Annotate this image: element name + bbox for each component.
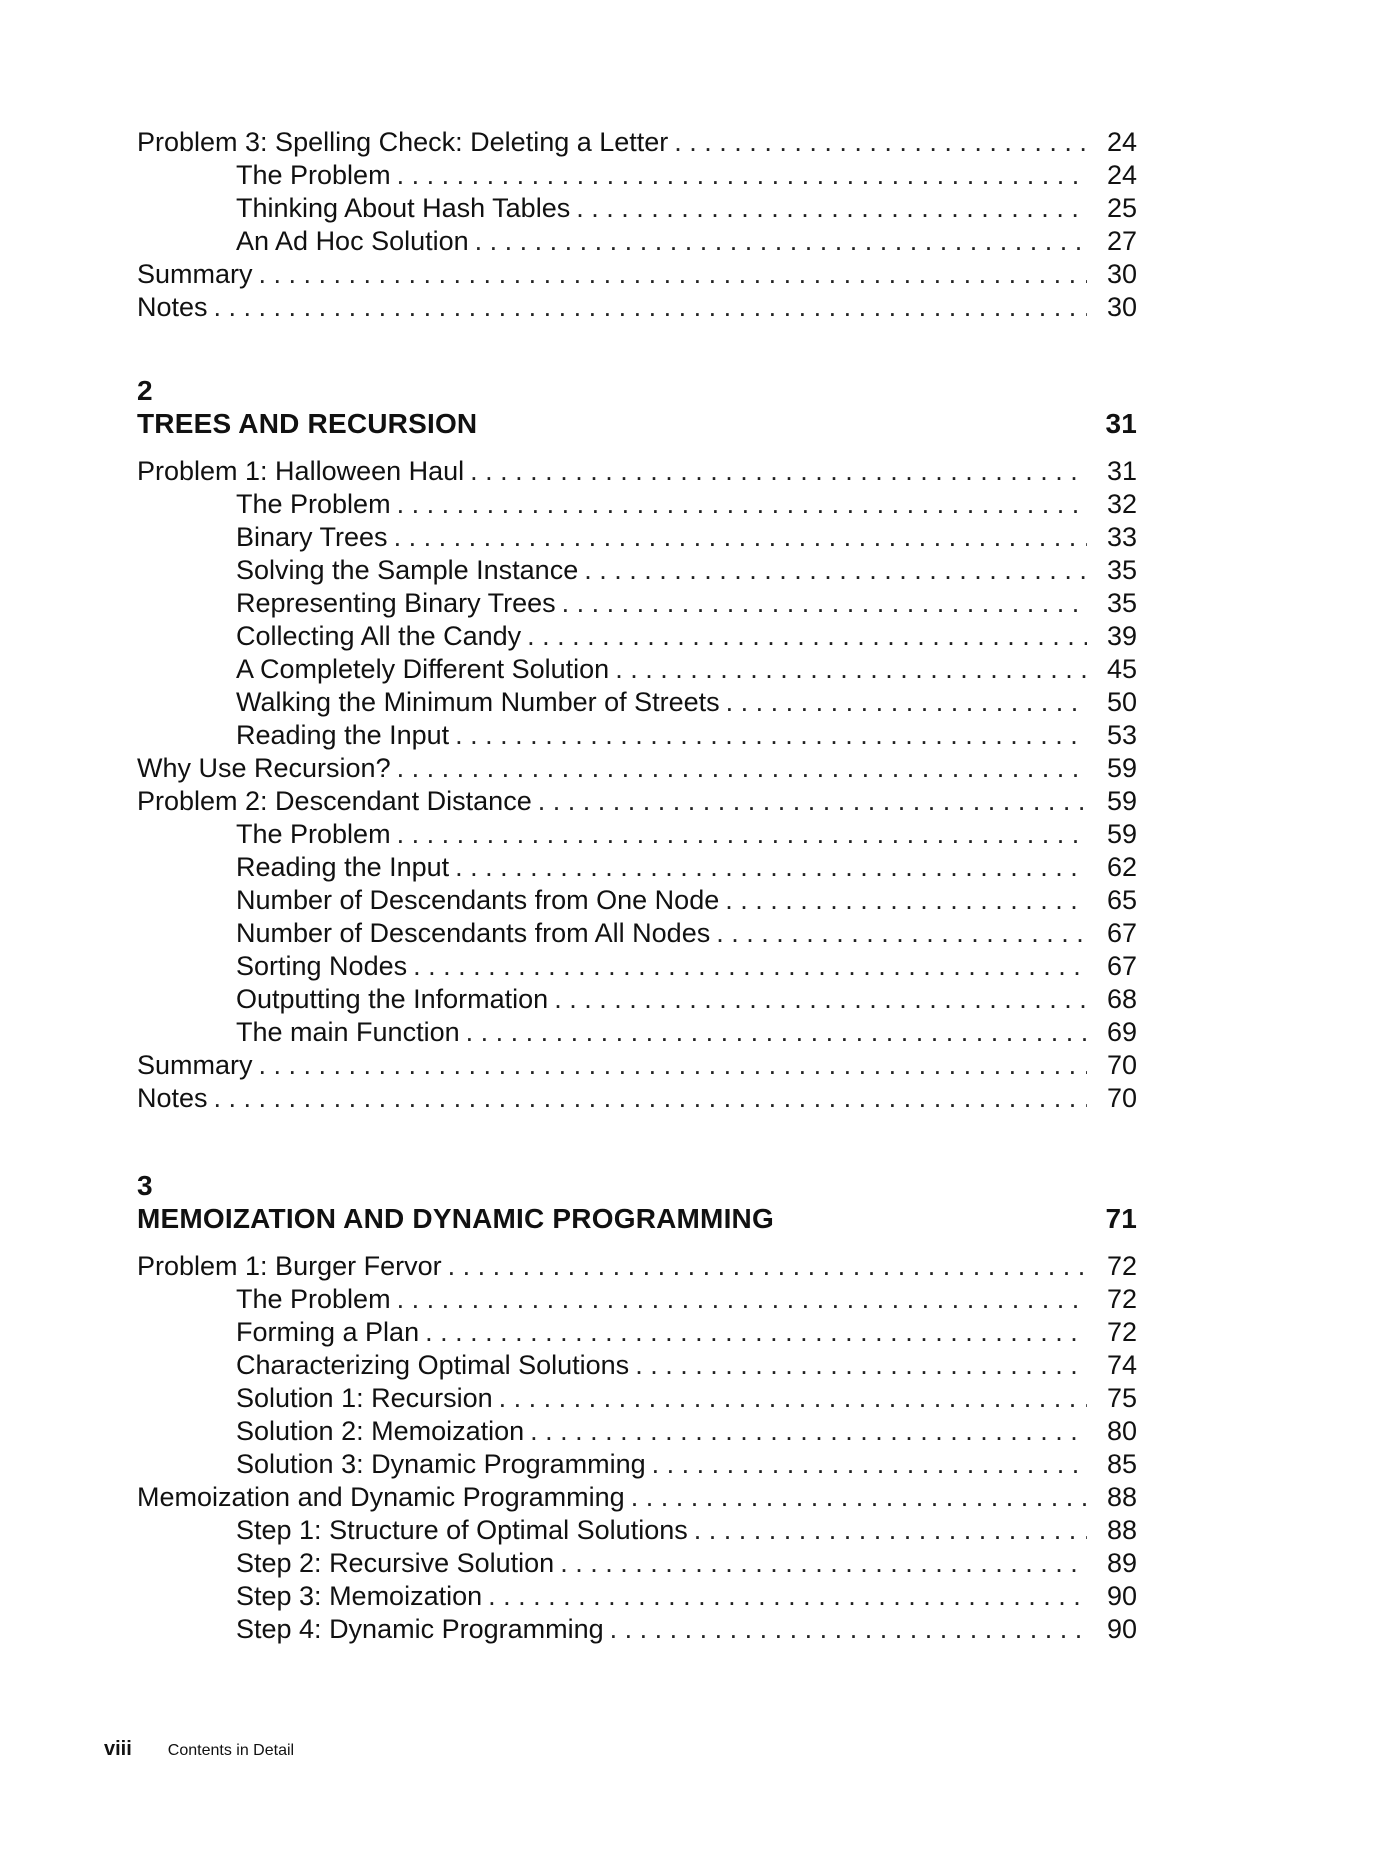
dot-leader (576, 192, 1087, 225)
toc-entry-title: Problem 1: Burger Fervor (137, 1251, 442, 1281)
toc-entry (137, 620, 1137, 653)
dot-leader (397, 159, 1087, 192)
toc-entry-title: Collecting All the Candy (236, 621, 522, 651)
toc-entry (137, 1613, 1137, 1646)
toc-entry-title: Binary Trees (236, 522, 388, 552)
toc-entry-page: 72 (1106, 1284, 1137, 1314)
toc-entry-page: 70 (1106, 1083, 1137, 1113)
chapter-title-row (137, 1202, 1137, 1236)
running-head: Contents in Detail (167, 1742, 295, 1759)
toc-entry (137, 752, 1137, 785)
toc-entry-title: Summary (137, 259, 253, 289)
toc-entry-page: 35 (1106, 588, 1137, 618)
dot-leader (726, 686, 1087, 719)
toc-entry (137, 225, 1137, 258)
toc-entry-page: 88 (1106, 1482, 1137, 1512)
toc-entry (137, 686, 1137, 719)
dot-leader (455, 851, 1087, 884)
toc-entry (137, 917, 1137, 950)
dot-leader (694, 1514, 1087, 1547)
dot-leader (560, 1547, 1087, 1580)
toc-entry-title: Solution 2: Memoization (236, 1416, 525, 1446)
dot-leader (635, 1349, 1087, 1382)
toc-entry-title: Representing Binary Trees (236, 588, 556, 618)
toc-entry (137, 1316, 1137, 1349)
dot-leader (470, 455, 1087, 488)
chapter-page: 31 (1105, 408, 1137, 439)
toc-entry-page: 72 (1106, 1317, 1137, 1347)
toc-entry-page: 53 (1106, 720, 1137, 750)
toc-entry (137, 785, 1137, 818)
toc-entry-title: Number of Descendants from All Nodes (236, 918, 711, 948)
toc-entry-page: 74 (1106, 1350, 1137, 1380)
toc-entry-page: 67 (1106, 951, 1137, 981)
toc-entry-title: The Problem (236, 489, 391, 519)
toc-entry (137, 1382, 1137, 1415)
dot-leader (214, 1082, 1087, 1115)
dot-leader (674, 126, 1087, 159)
toc-entry-page: 59 (1106, 753, 1137, 783)
toc-entry-page: 72 (1106, 1251, 1137, 1281)
dot-leader (259, 1049, 1087, 1082)
toc-entry-title: Step 4: Dynamic Programming (236, 1614, 604, 1644)
toc-entry-title: The Problem (236, 819, 391, 849)
chapter-2-heading (137, 375, 1137, 441)
toc-entry-page: 30 (1106, 259, 1137, 289)
dot-leader (610, 1613, 1087, 1646)
toc-entry-page: 90 (1106, 1581, 1137, 1611)
dot-leader (259, 258, 1087, 291)
toc-entry (137, 1580, 1137, 1613)
toc-entry-title: Number of Descendants from One Node (236, 885, 720, 915)
toc-entry-title: Solution 3: Dynamic Programming (236, 1449, 646, 1479)
toc-entry-page: 59 (1106, 786, 1137, 816)
toc-entry (137, 1250, 1137, 1283)
toc-entry (137, 653, 1137, 686)
toc-entry (137, 851, 1137, 884)
toc-entry-title: The Problem (236, 1284, 391, 1314)
toc-entry-title: Solution 1: Recursion (236, 1383, 493, 1413)
toc-entry (137, 884, 1137, 917)
toc-entry-page: 30 (1106, 292, 1137, 322)
toc-entry (137, 126, 1137, 159)
toc-entry-title: A Completely Different Solution (236, 654, 610, 684)
toc-entry-title: Notes (137, 1083, 208, 1113)
toc-entry (137, 1082, 1137, 1115)
toc-chapter-3-entries (137, 1250, 1137, 1646)
toc-entry (137, 983, 1137, 1016)
toc-entry (137, 192, 1137, 225)
dot-leader (466, 1016, 1087, 1049)
dot-leader (488, 1580, 1087, 1613)
chapter-title-row (137, 407, 1137, 441)
toc-entry-title: Step 2: Recursive Solution (236, 1548, 555, 1578)
chapter-3-heading (137, 1170, 1137, 1236)
toc-entry (137, 1283, 1137, 1316)
toc-entry-page: 33 (1106, 522, 1137, 552)
dot-leader (455, 719, 1087, 752)
toc-entry-page: 80 (1106, 1416, 1137, 1446)
toc-entry-title: The main Function (236, 1017, 460, 1047)
dot-leader (527, 620, 1087, 653)
toc-entry-title: Step 3: Memoization (236, 1581, 483, 1611)
toc-entry-title: Walking the Minimum Number of Streets (236, 687, 720, 717)
toc-entry (137, 1049, 1137, 1082)
dot-leader (615, 653, 1087, 686)
dot-leader (397, 488, 1087, 521)
toc-entry-title: Notes (137, 292, 208, 322)
toc-entry-title: Step 1: Structure of Optimal Solutions (236, 1515, 688, 1545)
chapter-title: TREES AND RECURSION (137, 408, 478, 439)
toc-entry-page: 85 (1106, 1449, 1137, 1479)
toc-entry-page: 24 (1106, 160, 1137, 190)
toc-entry-title: An Ad Hoc Solution (236, 226, 469, 256)
toc-entry (137, 719, 1137, 752)
toc-entry (137, 1448, 1137, 1481)
toc-entry-page: 68 (1106, 984, 1137, 1014)
dot-leader (716, 917, 1087, 950)
dot-leader (475, 225, 1087, 258)
chapter-title: MEMOIZATION AND DYNAMIC PROGRAMMING (137, 1203, 774, 1234)
dot-leader (448, 1250, 1087, 1283)
toc-entry-title: Reading the Input (236, 852, 450, 882)
toc-continued-section (137, 126, 1137, 324)
toc-entry (137, 1514, 1137, 1547)
toc-entry-title: Summary (137, 1050, 253, 1080)
toc-entry-page: 90 (1106, 1614, 1137, 1644)
toc-entry-page: 32 (1106, 489, 1137, 519)
toc-entry (137, 1016, 1137, 1049)
toc-entry-title: Why Use Recursion? (137, 753, 391, 783)
dot-leader (725, 884, 1087, 917)
chapter-page: 71 (1105, 1203, 1137, 1234)
toc-entry-page: 45 (1106, 654, 1137, 684)
toc-entry-page: 35 (1106, 555, 1137, 585)
toc-entry-title: Characterizing Optimal Solutions (236, 1350, 630, 1380)
toc-entry-page: 70 (1106, 1050, 1137, 1080)
toc-entry-page: 65 (1106, 885, 1137, 915)
toc-entry-page: 31 (1106, 456, 1137, 486)
dot-leader (214, 291, 1087, 324)
dot-leader (530, 1415, 1087, 1448)
dot-leader (413, 950, 1087, 983)
toc-entry-page: 59 (1106, 819, 1137, 849)
dot-leader (425, 1316, 1087, 1349)
dot-leader (397, 818, 1087, 851)
toc-entry-title: Sorting Nodes (236, 951, 408, 981)
dot-leader (562, 587, 1087, 620)
toc-entry-title: Problem 2: Descendant Distance (137, 786, 532, 816)
dot-leader (397, 1283, 1087, 1316)
dot-leader (554, 983, 1087, 1016)
toc-entry-page: 27 (1106, 226, 1137, 256)
dot-leader (499, 1382, 1087, 1415)
toc-entry-title: Thinking About Hash Tables (236, 193, 571, 223)
toc-entry (137, 455, 1137, 488)
toc-entry-page: 50 (1106, 687, 1137, 717)
toc-entry-title: Memoization and Dynamic Programming (137, 1482, 625, 1512)
toc-entry-page: 89 (1106, 1548, 1137, 1578)
toc-entry (137, 1481, 1137, 1514)
dot-leader (584, 554, 1087, 587)
dot-leader (652, 1448, 1087, 1481)
toc-entry (137, 159, 1137, 192)
toc-entry-title: Problem 3: Spelling Check: Deleting a Letter (137, 127, 669, 157)
dot-leader (538, 785, 1087, 818)
toc-entry-title: Problem 1: Halloween Haul (137, 456, 465, 486)
toc-entry-page: 69 (1106, 1017, 1137, 1047)
toc-entry-title: Solving the Sample Instance (236, 555, 579, 585)
toc-entry-title: The Problem (236, 160, 391, 190)
chapter-number: 3 (137, 1170, 153, 1201)
toc-entry (137, 1415, 1137, 1448)
toc-entry-page: 75 (1106, 1383, 1137, 1413)
toc-entry (137, 818, 1137, 851)
toc-entry (137, 587, 1137, 620)
dot-leader (394, 521, 1087, 554)
toc-entry-title: Forming a Plan (236, 1317, 420, 1347)
toc-entry (137, 488, 1137, 521)
toc-entry (137, 258, 1137, 291)
toc-entry (137, 521, 1137, 554)
toc-entry-page: 67 (1106, 918, 1137, 948)
toc-entry (137, 950, 1137, 983)
toc-entry (137, 1349, 1137, 1382)
toc-entry (137, 554, 1137, 587)
toc-entry-page: 88 (1106, 1515, 1137, 1545)
chapter-number: 2 (137, 375, 153, 406)
toc-entry-page: 24 (1106, 127, 1137, 157)
dot-leader (631, 1481, 1087, 1514)
toc-entry-title: Outputting the Information (236, 984, 549, 1014)
toc-entry (137, 1547, 1137, 1580)
toc-entry-page: 39 (1106, 621, 1137, 651)
dot-leader (397, 752, 1087, 785)
toc-entry-page: 25 (1106, 193, 1137, 223)
page-footer (104, 1738, 294, 1761)
toc-entry-page: 62 (1106, 852, 1137, 882)
toc-chapter-2-entries (137, 455, 1137, 1115)
toc-entry-title: Reading the Input (236, 720, 450, 750)
toc-entry (137, 291, 1137, 324)
page-folio: viii (104, 1738, 132, 1760)
